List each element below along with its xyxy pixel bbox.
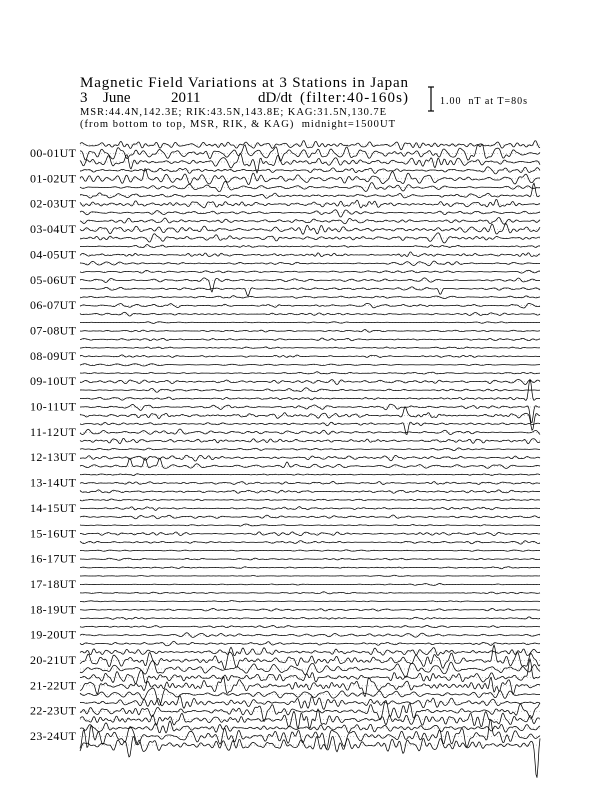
- trace-kag-06-07ut: [80, 296, 540, 299]
- row-00-01ut: [30, 141, 540, 173]
- station-coordinates: MSR:44.4N,142.3E; RIK:43.5N,143.8E; KAG:31.5N,130.7E: [80, 107, 386, 118]
- trace-rik-00-01ut: [80, 144, 540, 161]
- row-label: 16-17UT: [30, 551, 76, 566]
- trace-kag-08-09ut: [80, 347, 540, 349]
- trace-msr-10-11ut: [80, 407, 540, 430]
- row-03-04ut: [30, 217, 540, 243]
- trace-msr-18-19ut: [80, 617, 540, 619]
- trace-msr-04-05ut: [80, 261, 540, 266]
- trace-kag-21-22ut: [80, 659, 540, 684]
- trace-rik-02-03ut: [80, 199, 540, 208]
- trace-rik-22-23ut: [80, 700, 540, 721]
- row-label: 14-15UT: [30, 500, 76, 515]
- row-label: 10-11UT: [30, 399, 76, 414]
- trace-msr-01-02ut: [80, 181, 540, 191]
- trace-kag-14-15ut: [80, 499, 540, 501]
- row-label: 04-05UT: [30, 247, 76, 262]
- trace-msr-15-16ut: [80, 541, 540, 544]
- date-month: June: [103, 90, 131, 106]
- row-label: 06-07UT: [30, 298, 76, 313]
- row-label: 03-04UT: [30, 222, 76, 237]
- trace-kag-15-16ut: [80, 524, 540, 526]
- row-label: 15-16UT: [30, 526, 76, 541]
- trace-order-note: (from bottom to top, MSR, RIK, & KAG) midnight=1500UT: [80, 119, 396, 130]
- row-label: 20-21UT: [30, 653, 76, 667]
- trace-rik-16-17ut: [80, 558, 540, 560]
- row-label: 08-09UT: [30, 348, 76, 363]
- trace-rik-17-18ut: [80, 583, 540, 585]
- trace-msr-16-17ut: [80, 567, 540, 569]
- row-09-10ut: [30, 372, 540, 393]
- row-label: 23-24UT: [30, 729, 76, 744]
- trace-msr-09-10ut: [80, 388, 540, 393]
- quantity-label: dD/dt: [258, 90, 293, 106]
- row-label: 05-06UT: [30, 272, 76, 287]
- row-label: 18-19UT: [30, 602, 76, 617]
- row-06-07ut: [30, 296, 540, 316]
- row-18-19ut: [30, 601, 540, 620]
- row-label: 17-18UT: [30, 577, 76, 591]
- row-label: 11-12UT: [30, 424, 76, 439]
- trace-kag-09-10ut: [80, 372, 540, 374]
- row-01-02ut: [30, 167, 540, 192]
- trace-msr-11-12ut: [80, 438, 540, 443]
- trace-kag-16-17ut: [80, 550, 540, 551]
- trace-rik-05-06ut: [80, 278, 540, 292]
- row-label: 07-08UT: [30, 323, 76, 338]
- row-13-14ut: [30, 474, 540, 494]
- trace-rik-06-07ut: [80, 303, 540, 308]
- chart-title: Magnetic Field Variations at 3 Stations in Japan: [80, 75, 408, 91]
- trace-rik-01-02ut: [80, 169, 540, 185]
- row-16-17ut: [30, 550, 540, 569]
- date-year: 2011: [171, 90, 201, 106]
- date-day: 3: [80, 90, 88, 106]
- row-label: 22-23UT: [30, 703, 76, 718]
- row-label: 19-20UT: [30, 627, 76, 642]
- trace-kag-05-06ut: [80, 270, 540, 273]
- trace-msr-23-24ut: [80, 736, 540, 777]
- filter-label: (filter:40-160s): [300, 90, 408, 106]
- trace-rik-12-13ut: [80, 455, 540, 461]
- row-20-21ut: [30, 645, 540, 678]
- row-08-09ut: [30, 347, 540, 366]
- trace-msr-05-06ut: [80, 287, 540, 296]
- scale-bar: [428, 87, 434, 111]
- row-label: 13-14UT: [30, 475, 76, 490]
- row-15-16ut: [30, 524, 540, 544]
- trace-rik-18-19ut: [80, 608, 540, 611]
- row-04-05ut: [30, 244, 540, 265]
- row-label: 09-10UT: [30, 374, 76, 389]
- trace-kag-04-05ut: [80, 244, 540, 247]
- row-label: 00-01UT: [30, 146, 76, 160]
- trace-kag-13-14ut: [80, 474, 540, 476]
- row-label: 12-13UT: [30, 450, 76, 465]
- row-14-15ut: [30, 499, 540, 519]
- row-11-12ut: [30, 422, 540, 444]
- trace-msr-12-13ut: [80, 458, 540, 469]
- row-19-20ut: [30, 625, 540, 645]
- trace-rik-11-12ut: [80, 429, 540, 435]
- trace-kag-03-04ut: [80, 217, 540, 224]
- row-17-18ut: [30, 575, 540, 594]
- trace-rows: [30, 141, 540, 778]
- scale-label: 1.00 nT at T=80s: [440, 96, 527, 107]
- row-05-06ut: [30, 270, 540, 296]
- row-label: 01-02UT: [30, 171, 76, 186]
- row-label: 21-22UT: [30, 678, 76, 693]
- trace-rik-09-10ut: [80, 380, 540, 385]
- trace-kag-18-19ut: [80, 601, 540, 602]
- row-label: 02-03UT: [30, 196, 76, 211]
- trace-msr-13-14ut: [80, 490, 540, 493]
- trace-msr-14-15ut: [80, 515, 540, 519]
- trace-msr-06-07ut: [80, 312, 540, 316]
- row-21-22ut: [30, 659, 540, 705]
- row-12-13ut: [30, 448, 540, 469]
- trace-rik-04-05ut: [80, 252, 540, 257]
- row-10-11ut: [30, 379, 540, 430]
- row-23-24ut: [30, 719, 540, 777]
- row-07-08ut: [30, 322, 540, 341]
- trace-rik-03-04ut: [80, 224, 540, 235]
- trace-msr-02-03ut: [80, 210, 540, 217]
